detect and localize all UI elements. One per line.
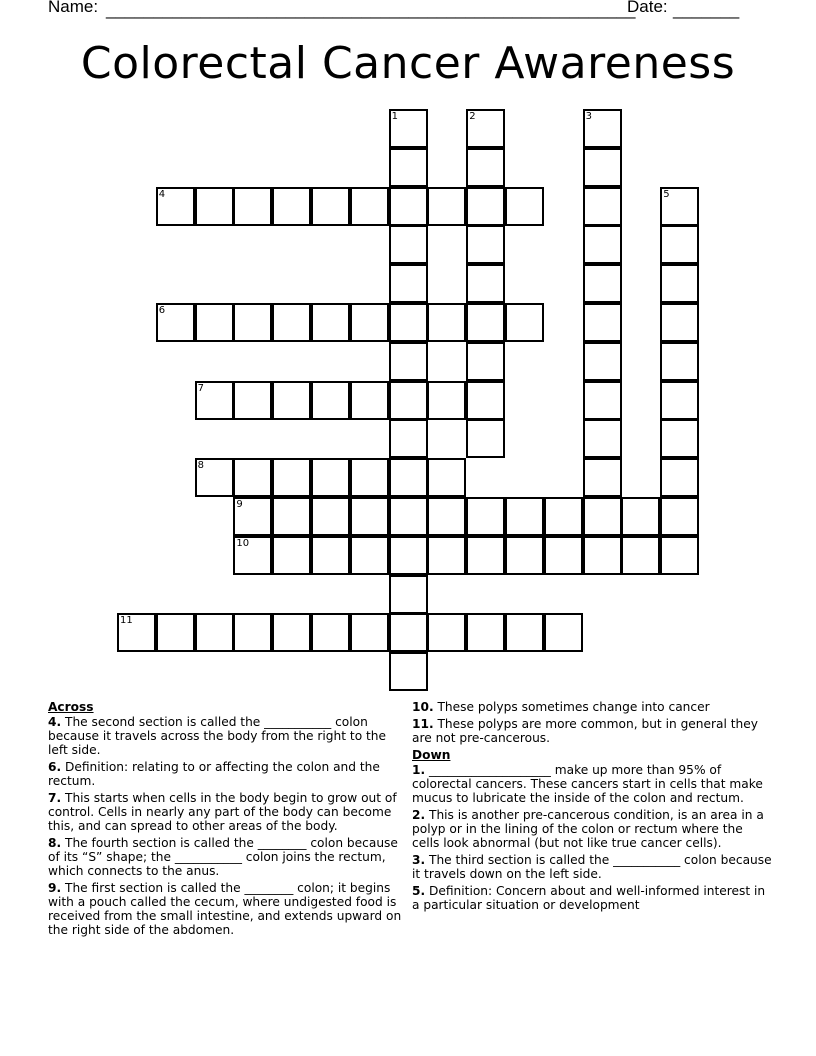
crossword-cell[interactable] [350, 536, 389, 575]
crossword-cell[interactable] [311, 381, 350, 420]
crossword-cell[interactable] [389, 342, 428, 381]
crossword-cell[interactable] [583, 264, 622, 303]
crossword-cell[interactable] [660, 497, 699, 536]
crossword-cell[interactable] [466, 613, 505, 652]
crossword-cell[interactable] [272, 187, 311, 226]
crossword-cell[interactable] [195, 458, 234, 497]
clue-number: 11 [120, 615, 133, 627]
crossword-cell[interactable] [272, 458, 311, 497]
crossword-cell[interactable] [233, 303, 272, 342]
down-heading: Down [412, 748, 451, 762]
crossword-cell[interactable] [350, 303, 389, 342]
crossword-cell[interactable] [583, 419, 622, 458]
crossword-cell[interactable] [660, 342, 699, 381]
crossword-cell[interactable] [583, 381, 622, 420]
crossword-cell[interactable] [311, 536, 350, 575]
crossword-cell[interactable] [350, 458, 389, 497]
clue-number: 7 [197, 382, 204, 394]
crossword-cell[interactable] [350, 381, 389, 420]
clue-across-6: 6. Definition: relating to or affecting the colon and the rectum. [48, 760, 380, 788]
crossword-cell[interactable] [272, 381, 311, 420]
crossword-cell[interactable] [660, 187, 699, 226]
crossword-cell[interactable] [660, 458, 699, 497]
clue-across-10: 10. These polyps sometimes change into cancer [412, 700, 710, 714]
across-heading: Across [48, 700, 94, 714]
crossword-cell[interactable] [389, 613, 428, 652]
crossword-cell[interactable] [389, 536, 428, 575]
clue-number: 3 [585, 111, 592, 122]
crossword-cell[interactable] [466, 187, 505, 226]
crossword-cell[interactable] [389, 497, 428, 536]
crossword-cell[interactable] [195, 303, 234, 342]
clue-number: 4 [158, 188, 166, 200]
crossword-cell[interactable] [583, 497, 622, 536]
crossword-cell[interactable] [272, 536, 311, 575]
crossword-cell[interactable] [583, 109, 622, 148]
clues-column-right [412, 700, 772, 915]
crossword-cell[interactable] [660, 536, 699, 575]
crossword-cell[interactable] [233, 536, 272, 575]
crossword-cell[interactable] [583, 148, 622, 187]
crossword-cell[interactable] [466, 381, 505, 420]
crossword-cell[interactable] [583, 187, 622, 226]
crossword-cell[interactable] [466, 264, 505, 303]
crossword-cell[interactable] [427, 497, 466, 536]
crossword-cell[interactable] [660, 303, 699, 342]
crossword-cell[interactable] [389, 458, 428, 497]
crossword-cell[interactable] [583, 342, 622, 381]
page-title: Colorectal Cancer Awareness [80, 38, 736, 89]
clue-number: 1 [391, 111, 398, 122]
date-field[interactable]: _______ [673, 0, 740, 19]
crossword-cell[interactable] [389, 303, 428, 342]
crossword-cell[interactable] [427, 303, 466, 342]
crossword-cell[interactable] [156, 303, 195, 342]
crossword-cell[interactable] [389, 652, 428, 691]
crossword-cell[interactable] [350, 613, 389, 652]
crossword-cell[interactable] [233, 613, 272, 652]
crossword-cell[interactable] [544, 536, 583, 575]
crossword-cell[interactable] [272, 497, 311, 536]
crossword-cell[interactable] [466, 536, 505, 575]
crossword-cell[interactable] [156, 187, 195, 226]
crossword-cell[interactable] [621, 497, 660, 536]
crossword-cell[interactable] [350, 497, 389, 536]
crossword-cell[interactable] [660, 225, 699, 264]
crossword-cell[interactable] [427, 381, 466, 420]
crossword-cell[interactable] [389, 225, 428, 264]
crossword-cell[interactable] [195, 613, 234, 652]
crossword-cell[interactable] [272, 303, 311, 342]
crossword-cell[interactable] [466, 303, 505, 342]
clue-down-2: 2. This is another pre-cancerous condition, is an area in a polyp or in the lining of the colon or rectum where the cells look abnormal (but not like true cancer cells). [412, 808, 764, 850]
name-label: Name: [48, 0, 99, 16]
crossword-cell[interactable] [427, 613, 466, 652]
crossword-cell[interactable] [311, 458, 350, 497]
crossword-cell[interactable] [583, 225, 622, 264]
clue-number: 6 [158, 305, 166, 316]
crossword-cell[interactable] [466, 419, 505, 458]
crossword-cell[interactable] [389, 187, 428, 226]
clue-number: 9 [236, 499, 243, 510]
clue-number: 5 [663, 188, 670, 200]
crossword-cell[interactable] [195, 187, 234, 226]
clue-number: 2 [469, 111, 476, 122]
clue-across-4: 4. The second section is called the ___________ colon because it travels across the body from the right to the left side. [48, 715, 387, 757]
crossword-cell[interactable] [466, 342, 505, 381]
clue-across-7: 7. This starts when cells in the body begin to grow out of control. Cells in nearly any part of the body can become this, and can spread to other areas of the body. [48, 791, 397, 833]
crossword-cell[interactable] [505, 613, 544, 652]
crossword-cell[interactable] [233, 497, 272, 536]
clue-down-3: 3. The third section is called the ___________ colon because it travels down on the left side. [412, 853, 772, 881]
clues-column-left [48, 700, 403, 940]
crossword-cell[interactable] [311, 613, 350, 652]
crossword-cell[interactable] [311, 303, 350, 342]
crossword-cell[interactable] [427, 458, 466, 497]
clue-across-8: 8. The fourth section is called the ________ colon because of its “S” shape; the ___________ colon joins the rectum, which connects to the anus. [48, 836, 398, 878]
clue-across-11: 11. These polyps are more common, but in general they are not pre-cancerous. [412, 717, 758, 745]
crossword-cell[interactable] [389, 419, 428, 458]
crossword-cell[interactable] [233, 458, 272, 497]
date-label: Date: [627, 0, 668, 16]
crossword-cell[interactable] [466, 225, 505, 264]
crossword-cell[interactable] [544, 497, 583, 536]
crossword-cell[interactable] [505, 303, 544, 342]
crossword-cell[interactable] [427, 187, 466, 226]
clue-number: 8 [197, 460, 204, 472]
crossword-cell[interactable] [389, 148, 428, 187]
crossword-cell[interactable] [583, 536, 622, 575]
crossword-cell[interactable] [505, 187, 544, 226]
crossword-cell[interactable] [505, 497, 544, 536]
clue-number: 10 [236, 537, 250, 549]
crossword-cell[interactable] [660, 381, 699, 420]
crossword-cell[interactable] [311, 497, 350, 536]
crossword-cell[interactable] [466, 497, 505, 536]
crossword-cell[interactable] [350, 187, 389, 226]
crossword-cell[interactable] [427, 536, 466, 575]
crossword-cell[interactable] [311, 187, 350, 226]
name-field[interactable]: ________________________________________________________ [106, 0, 636, 19]
crossword-cell[interactable] [233, 187, 272, 226]
crossword-cell[interactable] [466, 148, 505, 187]
clue-down-1: 1. ____________________ make up more than 95% of colorectal cancers. These cancers start in cells that make mucus to lubricate the inside of the colon and rectum. [412, 763, 763, 805]
crossword-cell[interactable] [233, 381, 272, 420]
crossword-cell[interactable] [389, 264, 428, 303]
crossword-cell[interactable] [621, 536, 660, 575]
crossword-cell[interactable] [156, 613, 195, 652]
crossword-cell[interactable] [660, 419, 699, 458]
crossword-cell[interactable] [389, 109, 428, 148]
crossword-cell[interactable] [389, 575, 428, 614]
crossword-cell[interactable] [117, 613, 156, 652]
crossword-cell[interactable] [389, 381, 428, 420]
crossword-cell[interactable] [272, 613, 311, 652]
crossword-cell[interactable] [583, 303, 622, 342]
clue-down-5: 5. Definition: Concern about and well-informed interest in a particular situation or development [412, 884, 766, 912]
crossword-cell[interactable] [583, 458, 622, 497]
crossword-cell[interactable] [195, 381, 234, 420]
clue-across-9: 9. The first section is called the ________ colon; it begins with a pouch called the cecum, where undigested food is received from the small intestine, and extends upward on the right side of the abdomen. [48, 881, 402, 937]
crossword-cell[interactable] [660, 264, 699, 303]
crossword-cell[interactable] [544, 613, 583, 652]
crossword-cell[interactable] [505, 536, 544, 575]
crossword-cell[interactable] [466, 109, 505, 148]
